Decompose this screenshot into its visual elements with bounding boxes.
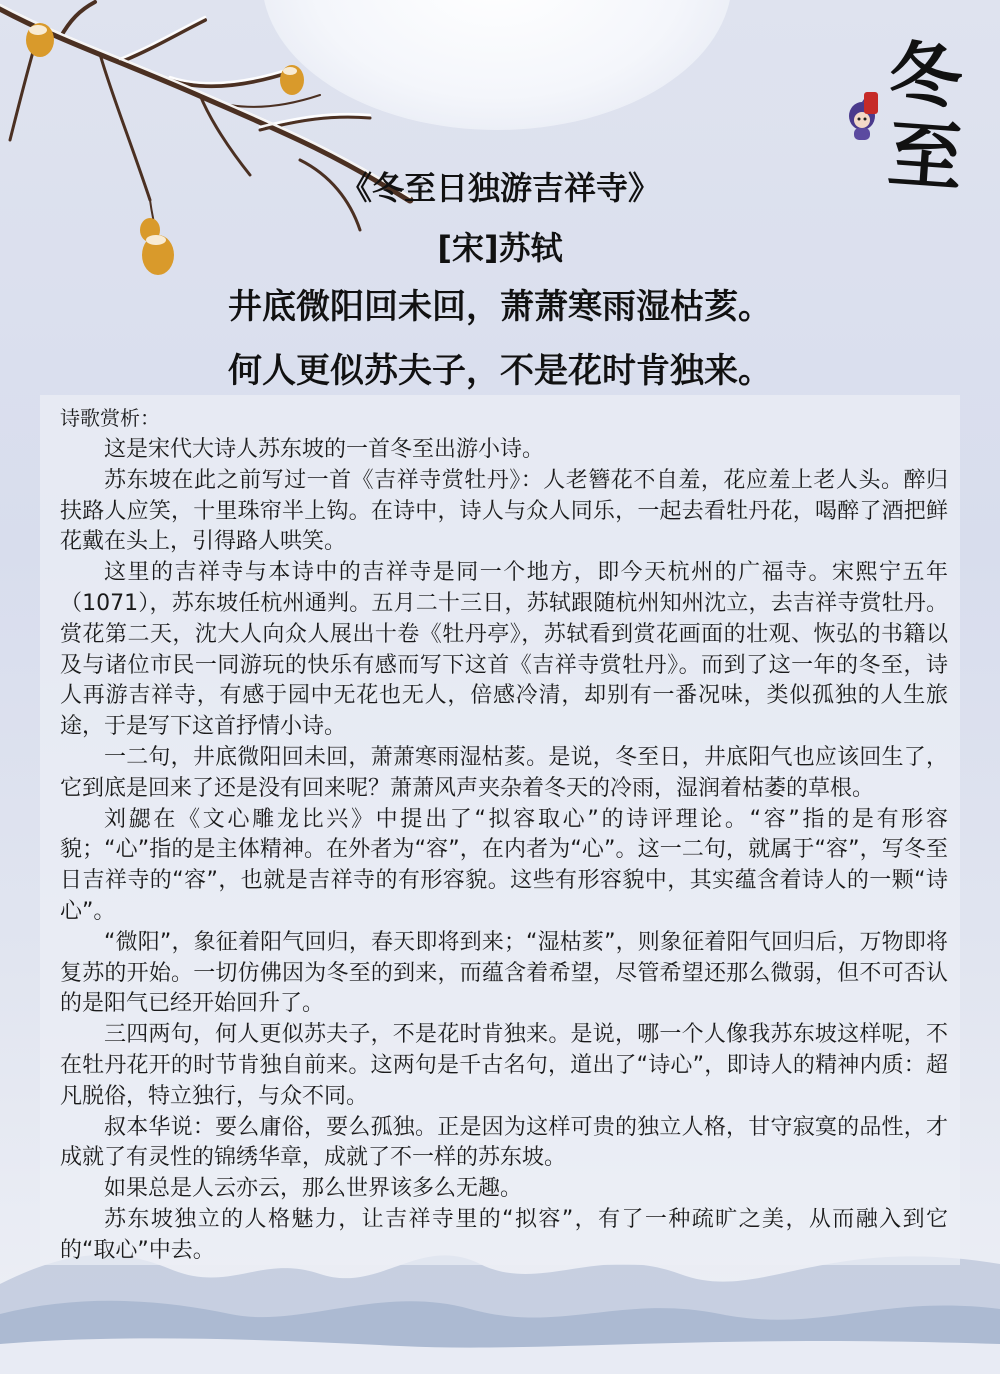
seal-character-zhi: 至 — [885, 111, 965, 203]
red-stamp-icon — [864, 92, 878, 114]
analysis-paragraph: 苏东坡在此之前写过一首《吉祥寺赏牡丹》：人老簪花不自羞，花应羞上老人头。醉归扶路人应笑，十里珠帘半上钩。在诗中，诗人与众人同乐，一起去看牡丹花，喝醉了酒把鲜花戴在头上，引得路人哄笑。 — [60, 467, 948, 555]
analysis-paragraph: 如果总是人云亦云，那么世界该多么无趣。 — [104, 1176, 523, 1202]
analysis-paragraph: 这是宋代大诗人苏东坡的一首冬至出游小诗。 — [104, 437, 545, 462]
analysis-paragraph: 苏东坡独立的人格魅力，让吉祥寺里的“拟容”，有了一种疏旷之美，从而融入到它的“取心”中去。 — [60, 1206, 948, 1263]
analysis-paragraph: 一二句，井底微阳回未回，萧萧寒雨湿枯荄。是说，冬至日，井底阳气也应该回生了，它到底是回来了还是没有回来呢？萧萧风声夹杂着冬天的冷雨，湿润着枯萎的草根。 — [60, 744, 948, 801]
poem-header — [0, 166, 1000, 394]
analysis-paragraph: “微阳”，象征着阳气回归，春天即将到来；“湿枯荄”，则象征着阳气回归后，万物即将复苏的开始。一切仿佛因为冬至的到来，而蕴含着希望，尽管希望还那么微弱，但不可否认的是阳气已经开始回升了。 — [60, 929, 948, 1017]
poem-title: 《冬至日独游吉祥寺》 — [339, 169, 660, 207]
analysis-paragraph: 叔本华说：要么庸俗，要么孤独。正是因为这样可贵的独立人格，甘守寂寞的品性，才成就了有灵性的锦绣华章，成就了不一样的苏东坡。 — [60, 1114, 948, 1171]
poem-author: [宋]苏轼 — [437, 229, 563, 267]
poem-analysis — [60, 405, 948, 1267]
analysis-paragraph: 这里的吉祥寺与本诗中的吉祥寺是同一个地方，即今天杭州的广福寺。宋熙宁五年（1071），苏东坡任杭州通判。五月二十三日，苏轼跟随杭州知州沈立，去吉祥寺赏牡丹。赏花第二天，沈大人向众人展出十卷《牡丹亭》，苏轼看到赏花画面的壮观、恢弘的书籍以及与诸位市民一同游玩的快乐有感而写下这首《吉祥寺赏牡丹》。而到了这一年的冬至，诗人再游吉祥寺，有感于园中无花也无人，倍感冷清，却别有一番况味，类似孤独的人生旅途，于是写下这首抒情小诗。 — [60, 560, 948, 740]
analysis-paragraph: 三四两句，何人更似苏夫子，不是花时肯独来。是说，哪一个人像我苏东坡这样呢，不在牡丹花开的时节肯独自前来。这两句是千古名句，道出了“诗心”，即诗人的精神内质：超凡脱俗，特立独行，与众不同。 — [60, 1022, 948, 1109]
seal-character-dong: 冬 — [883, 30, 967, 124]
poem-line-2: 何人更似苏夫子，不是花时肯独来。 — [228, 351, 772, 391]
analysis-heading: 诗歌赏析： — [60, 406, 160, 430]
analysis-paragraph: 刘勰在《文心雕龙比兴》中提出了“拟容取心”的诗评理论。“容”指的是有形容貌；“心”指的是主体精神。在外者为“容”，在内者为“心”。这一二句，就属于“容”，写冬至日吉祥寺的“容”，也就是吉祥寺的有形容貌。这些有形容貌中，其实蕴含着诗人的一颗“诗心”。 — [60, 806, 948, 924]
poem-line-1: 井底微阳回未回，萧萧寒雨湿枯荄。 — [228, 287, 772, 327]
